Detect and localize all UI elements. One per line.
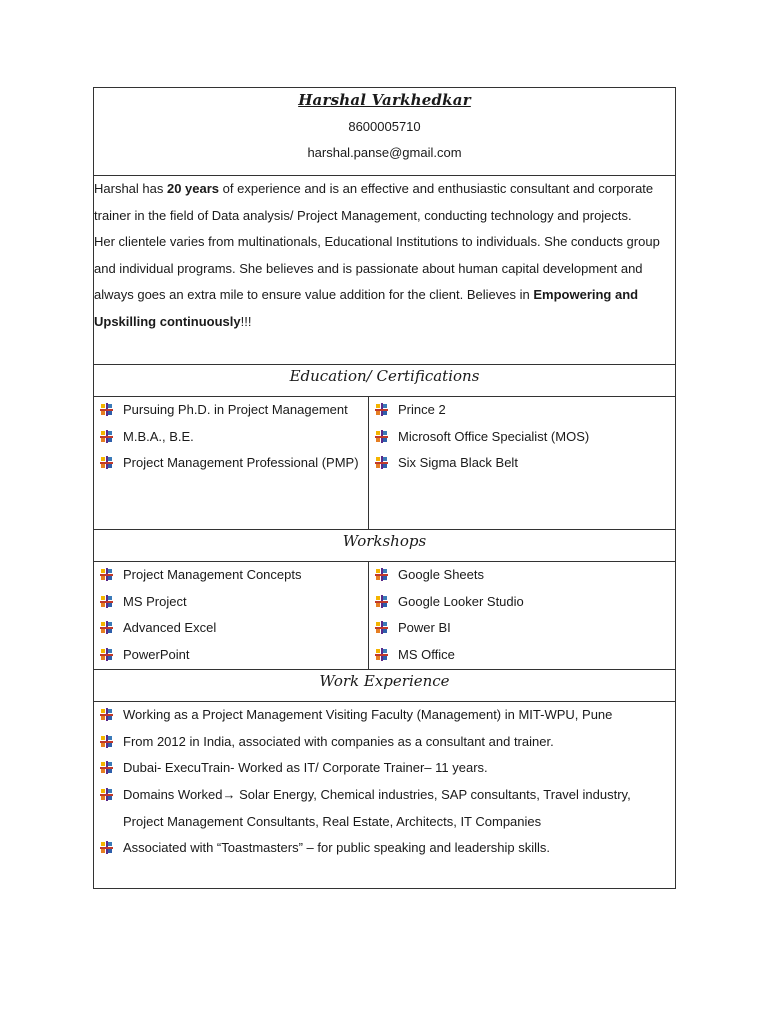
bullet-icon [100,430,113,443]
list-item-text: Google Looker Studio [398,593,524,609]
list-item [100,615,364,642]
education-left-cell [94,397,369,530]
list-item [100,755,671,782]
bullet-icon [100,761,113,774]
bullet-icon [100,648,113,661]
bullet-icon [375,595,388,608]
list-item-text: Power BI [398,620,451,636]
education-right-list [369,397,675,477]
list-item-text: Associated with “Toastmasters” – for public speaking and leadership skills. [123,840,551,856]
list-item [100,835,671,862]
list-item [100,702,671,729]
list-item-text: MS Office [398,647,455,663]
list-item-text: Six Sigma Black Belt [398,455,518,471]
education-left-list [94,397,368,477]
list-item [100,562,364,589]
workshops-left-cell [94,562,369,670]
list-item-text: Microsoft Office Specialist (MOS) [398,428,590,444]
list-item-text: Working as a Project Management Visiting Faculty (Management) in MIT-WPU, Pune [123,706,613,722]
bullet-icon [375,568,388,581]
phone-number: 8600005710 [348,119,421,134]
education-right-cell [369,397,676,530]
list-item-text: Project Management Concepts [123,567,302,582]
list-item [375,562,671,589]
list-item [100,450,364,477]
header-cell [94,88,676,176]
summary-paragraph-2: Her clientele varies from multinationals, Educational Institutions to individuals. She conducts group and individual programs. She believes and is passionate about human capital development and always goes an extra mile to ensure value addition for the client. Believes in Empowering and Upskilling continuously!!! [94,234,660,329]
bullet-icon [375,648,388,661]
summary-paragraph-1: Harshal has 20 years of experience and is an effective and enthusiastic consultant and corporate trainer in the field of Data analysis/ Project Management, conducting technology and projects. [94,181,654,223]
bullet-icon [100,708,113,721]
list-item-text: Pursuing Ph.D. in Project Management [123,402,348,417]
list-item [375,450,671,477]
list-item [100,782,671,835]
bullet-icon [100,841,113,854]
list-item [375,642,671,669]
list-item-text: Dubai- ExecuTrain- Worked as IT/ Corporate Trainer– 11 years. [123,760,488,776]
workshops-heading: Workshops [94,530,676,562]
experience-list [94,702,675,862]
list-item [375,615,671,642]
resume-table [93,87,676,889]
bullet-icon [375,403,388,416]
list-item-text: Project Management Professional (PMP) [123,455,359,471]
bullet-icon [100,788,113,801]
candidate-name: Harshal Varkhedkar [298,91,471,109]
bullet-icon [100,621,113,634]
bullet-icon [375,621,388,634]
list-item-text: Domains Worked→ Solar Energy, Chemical industries, SAP consultants, Travel industry, Project Management Consultants, Real Estate, Architects, IT Companies [123,786,631,829]
bullet-icon [375,456,388,469]
list-item [100,589,364,616]
list-item [100,729,671,756]
workshops-right-cell [369,562,676,670]
list-item-text: MS Project [123,593,187,609]
bullet-icon [100,595,113,608]
workshops-right-list [369,562,675,669]
workshops-left-list [94,562,368,669]
list-item [375,397,671,424]
list-item [375,589,671,616]
experience-heading: Work Experience [94,669,676,701]
list-item-text: Prince 2 [398,402,446,417]
list-item-text: M.B.A., B.E. [123,428,194,444]
bullet-icon [100,456,113,469]
list-item-text: From 2012 in India, associated with companies as a consultant and trainer. [123,733,554,749]
list-item [375,424,671,451]
bullet-icon [100,735,113,748]
bullet-icon [375,430,388,443]
list-item-text: Advanced Excel [123,620,217,636]
list-item [100,642,364,669]
education-heading: Education/ Certifications [94,365,676,397]
email-address: harshal.panse@gmail.com [307,145,462,160]
list-item-text: PowerPoint [123,647,190,663]
bullet-icon [100,403,113,416]
list-item [100,424,364,451]
experience-cell [94,701,676,888]
list-item [100,397,364,424]
summary-cell [94,176,676,365]
list-item-text: Google Sheets [398,567,485,582]
bullet-icon [100,568,113,581]
